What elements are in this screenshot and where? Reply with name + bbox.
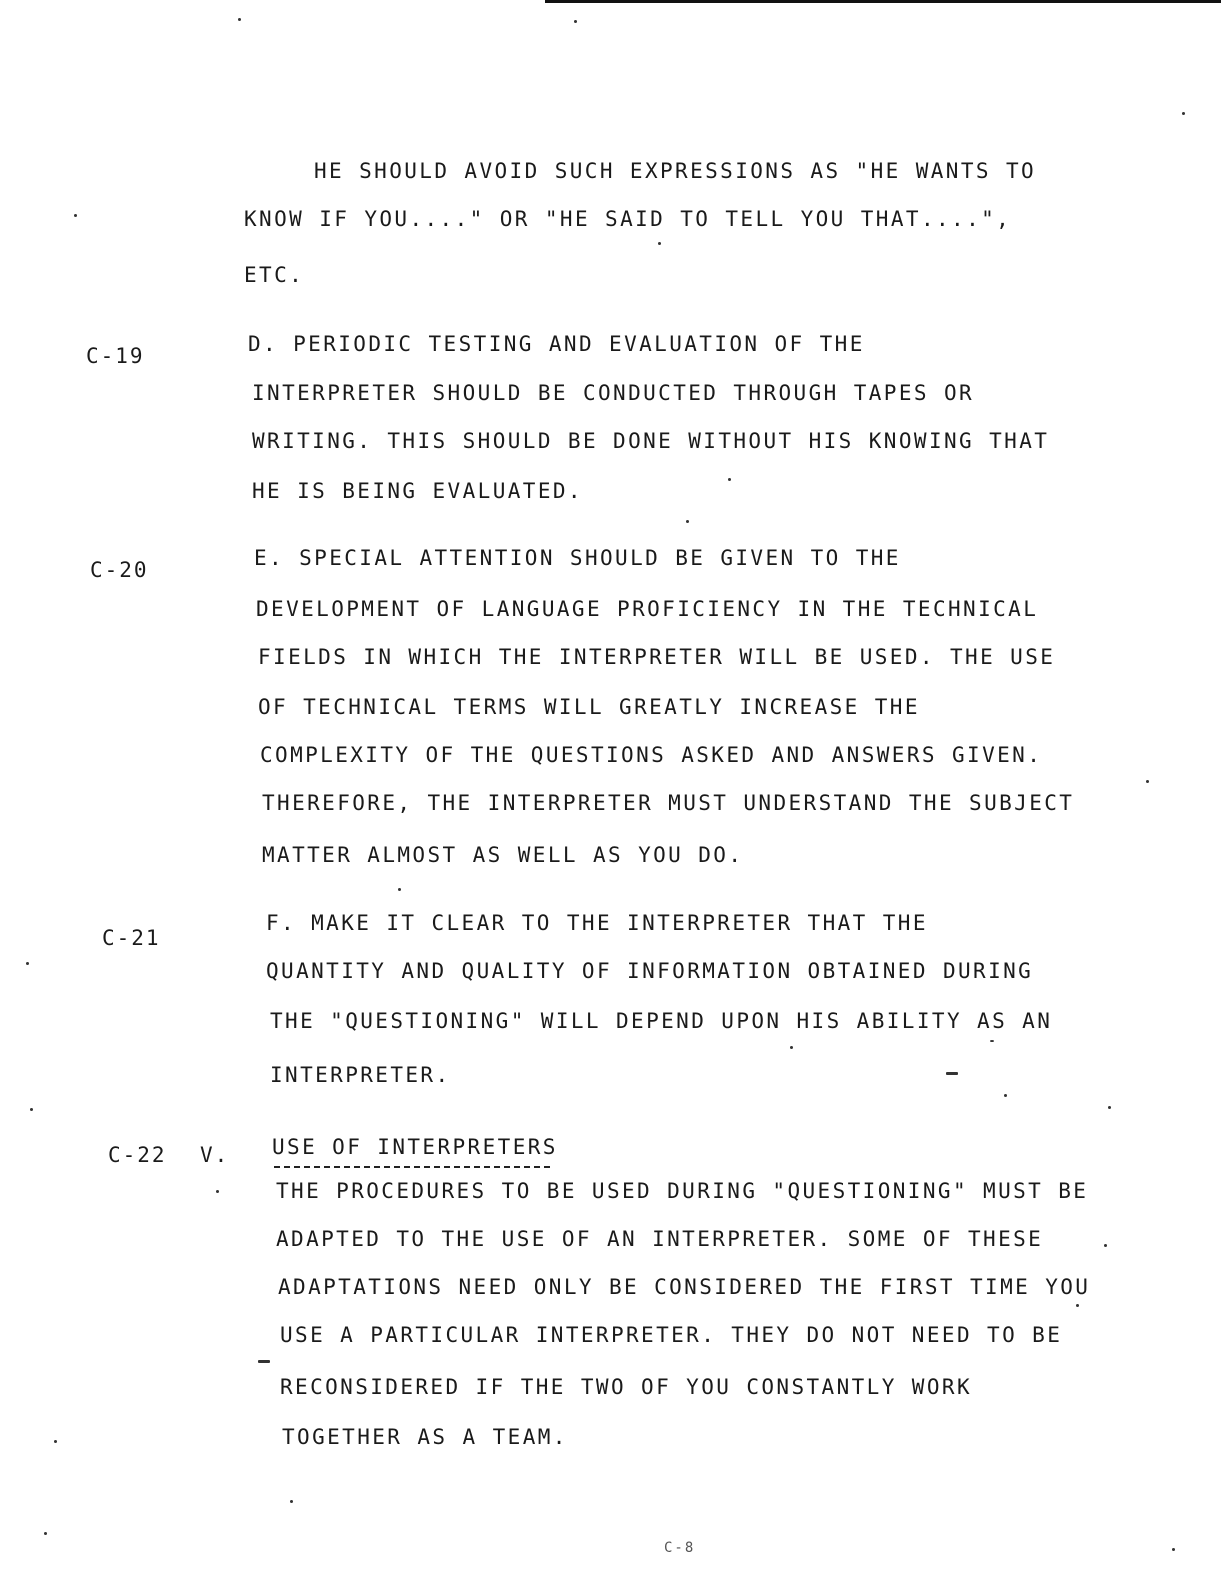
scan-speck [30,1108,33,1111]
text-line: E. SPECIAL ATTENTION SHOULD BE GIVEN TO THE [254,546,901,570]
text-line: FIELDS IN WHICH THE INTERPRETER WILL BE USED. THE USE [258,645,1056,669]
section-heading: USE OF INTERPRETERS [272,1135,558,1159]
text-line: RECONSIDERED IF THE TWO OF YOU CONSTANTLY WORK [280,1375,972,1399]
scan-speck [1108,1106,1111,1109]
text-line: HE SHOULD AVOID SUCH EXPRESSIONS AS "HE WANTS TO [314,159,1037,183]
text-line: THE PROCEDURES TO BE USED DURING "QUESTIONING" MUST BE [276,1179,1089,1203]
text-line: INTERPRETER. [270,1063,451,1087]
text-line: F. MAKE IT CLEAR TO THE INTERPRETER THAT THE [266,911,928,935]
text-line: DEVELOPMENT OF LANGUAGE PROFICIENCY IN THE TECHNICAL [256,597,1039,621]
text-line: COMPLEXITY OF THE QUESTIONS ASKED AND ANSWERS GIVEN. [260,743,1043,767]
text-line: HE IS BEING EVALUATED. [252,479,583,503]
scan-speck [398,888,401,891]
text-line: OF TECHNICAL TERMS WILL GREATLY INCREASE THE [258,695,920,719]
scan-speck [54,1440,57,1443]
scan-speck [574,20,577,23]
text-line: USE A PARTICULAR INTERPRETER. THEY DO NOT NEED TO BE [280,1323,1063,1347]
text-line: WRITING. THIS SHOULD BE DONE WITHOUT HIS KNOWING THAT [252,429,1050,453]
scan-top-edge [545,0,1221,3]
scan-mark [946,1072,958,1075]
scan-mark [258,1360,270,1363]
scan-speck [1172,1548,1175,1551]
text-line: KNOW IF YOU...." OR "HE SAID TO TELL YOU THAT....", [244,207,1012,231]
margin-reference-code: C-21 [102,926,161,950]
scan-speck [728,478,731,481]
text-line: QUANTITY AND QUALITY OF INFORMATION OBTAINED DURING [266,959,1034,983]
scan-speck [1146,780,1149,783]
text-line: TOGETHER AS A TEAM. [282,1425,568,1449]
page-number: C-8 [664,1540,696,1556]
scan-speck [44,1532,47,1535]
scan-speck [238,18,241,21]
scan-speck [990,1040,994,1042]
scan-speck [290,1500,293,1503]
text-line: D. PERIODIC TESTING AND EVALUATION OF THE [248,332,865,356]
margin-reference-code: C-22 [108,1143,167,1167]
scan-speck [26,962,29,965]
text-line: ETC. [244,263,305,287]
scan-speck [1076,1304,1079,1307]
text-line: THEREFORE, THE INTERPRETER MUST UNDERSTAND THE SUBJECT [262,791,1075,815]
margin-reference-code: C-20 [90,558,149,582]
scan-speck [1004,1094,1007,1097]
text-line: THE "QUESTIONING" WILL DEPEND UPON HIS ABILITY AS AN [270,1009,1053,1033]
text-line: ADAPTATIONS NEED ONLY BE CONSIDERED THE FIRST TIME YOU [278,1275,1091,1299]
margin-reference-code: C-19 [86,344,145,368]
text-line: ADAPTED TO THE USE OF AN INTERPRETER. SOME OF THESE [276,1227,1044,1251]
scan-speck [790,1046,793,1049]
text-line: INTERPRETER SHOULD BE CONDUCTED THROUGH TAPES OR [252,381,975,405]
scan-speck [658,242,661,245]
scan-speck [216,1190,219,1193]
heading-underline [274,1166,550,1168]
scan-speck [1182,112,1185,115]
scan-speck [1104,1244,1107,1247]
text-line: MATTER ALMOST AS WELL AS YOU DO. [262,843,744,867]
scan-speck [74,214,77,217]
section-numeral: V. [200,1143,230,1167]
scan-speck [686,520,689,523]
